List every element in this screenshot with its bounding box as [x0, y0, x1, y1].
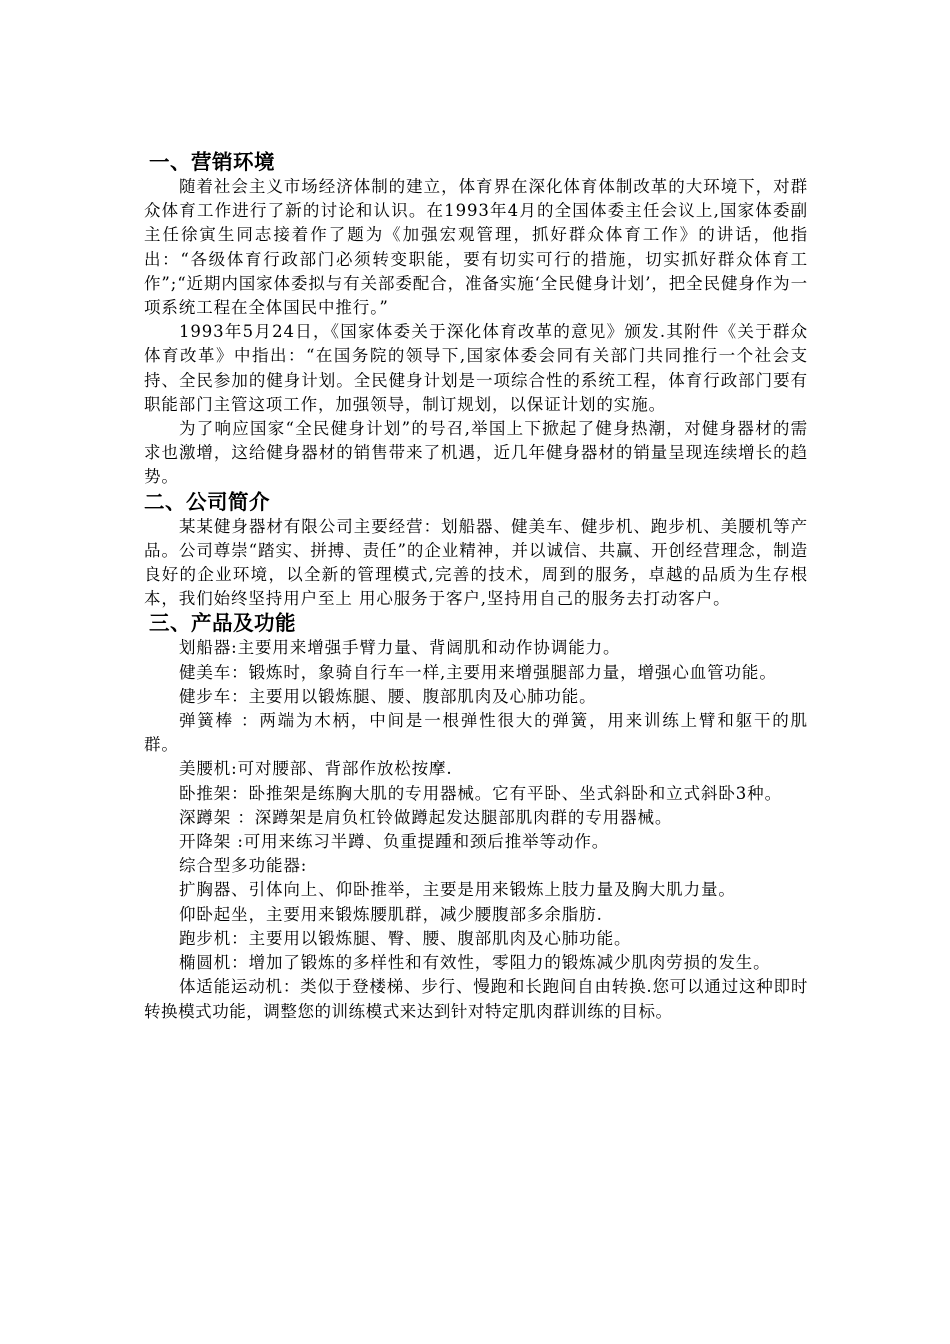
product-item: 扩胸器、引体向上、仰卧推举，主要是用来锻炼上肢力量及胸大肌力量。	[178, 880, 736, 900]
paragraph: 1993年5月24日，《国家体委关于深化体育改革的意见》颁发.其附件《关于群众体育改革》中指出：“在国务院的领导下,国家体委会同有关部门共同推行一个社会支持、全民参加的健身计划。全民健身计划是一项综合性的系统工程，体育行政部门要有职能部门主管这项工作，加强领导，制订规划，以保证计划的实施。	[144, 322, 808, 414]
product-item: 仰卧起坐，主要用来锻炼腰肌群，减少腰腹部多余脂肪.	[178, 904, 603, 924]
paragraph: 随着社会主义市场经济体制的建立，体育界在深化体育体制改革的大环境下，对群众体育工作进行了新的讨论和认识。在1993年4月的全国体委主任会议上,国家体委副主任徐寅生同志接着作了题为《加强宏观管理，抓好群众体育工作》的讲话，他指出：“各级体育行政部门必须转变职能，要有切实可行的措施，切实抓好群众体育工作”;“近期内国家体委拟与有关部委配合，准备实施‘全民健身计划’，把全民健身作为一项系统工程在全体国民中推行。”	[144, 177, 808, 318]
product-item: 弹簧棒 ：两端为木柄，中间是一根弹性很大的弹簧，用来训练上臂和躯干的肌群。	[144, 711, 808, 755]
section-heading: 三、产品及功能	[149, 611, 296, 636]
product-item: 椭圆机：增加了锻炼的多样性和有效性，零阻力的锻炼减少肌肉劳损的发生。	[178, 953, 771, 973]
section-marketing-environment	[144, 150, 808, 490]
section-company-profile	[144, 490, 808, 612]
section-heading: 二、公司简介	[144, 489, 270, 514]
paragraph: 为了响应国家“全民健身计划”的号召,举国上下掀起了健身热潮，对健身器材的需求也激增，这给健身器材的销售带来了机遇，近几年健身器材的销量呈现连续增长的趋势。	[144, 419, 808, 487]
product-item: 跑步机：主要用以锻炼腿、臀、腰、腹部肌肉及心肺功能。	[178, 928, 632, 948]
product-item: 深蹲架 ：深蹲架是肩负杠铃做蹲起发达腿部肌肉群的专用器械。	[178, 807, 673, 827]
section-heading: 一、营销环境	[149, 150, 275, 174]
product-item: 开降架 :可用来练习半蹲、负重提踵和颈后推举等动作。	[178, 832, 610, 852]
product-item: 美腰机:可对腰部、背部作放松按摩.	[178, 759, 453, 779]
paragraph: 某某健身器材有限公司主要经营：划船器、健美车、健步机、跑步机、美腰机等产品。公司尊崇“踏实、拼搏、责任”的企业精神，并以诚信、共赢、开创经营理念，制造良好的企业环境，以全新的管理模式,完善的技术，周到的服务，卓越的品质为生存根本，我们始终坚持用户至上 用心服务于客户,坚持用自己的服务去打动客户。	[144, 516, 808, 609]
document-page	[144, 150, 808, 1024]
product-item: 健步车：主要用以锻炼腿、腰、腹部肌肉及心肺功能。	[178, 686, 597, 706]
section-products-functions	[144, 611, 808, 1023]
product-item: 健美车：锻炼时，象骑自行车一样,主要用来增强腿部力量，增强心血管功能。	[178, 662, 777, 682]
product-item: 综合型多功能器:	[178, 856, 308, 876]
product-item: 卧推架：卧推架是练胸大肌的专用器械。它有平卧、坐式斜卧和立式斜卧3种。	[178, 783, 782, 803]
product-item: 划船器:主要用来增强手臂力量、背阔肌和动作协调能力。	[178, 638, 621, 658]
product-item: 体适能运动机：类似于登楼梯、步行、慢跑和长跑间自由转换.您可以通过这种即时转换模式功能，调整您的训练模式来达到针对特定肌肉群训练的目标。	[144, 977, 808, 1021]
